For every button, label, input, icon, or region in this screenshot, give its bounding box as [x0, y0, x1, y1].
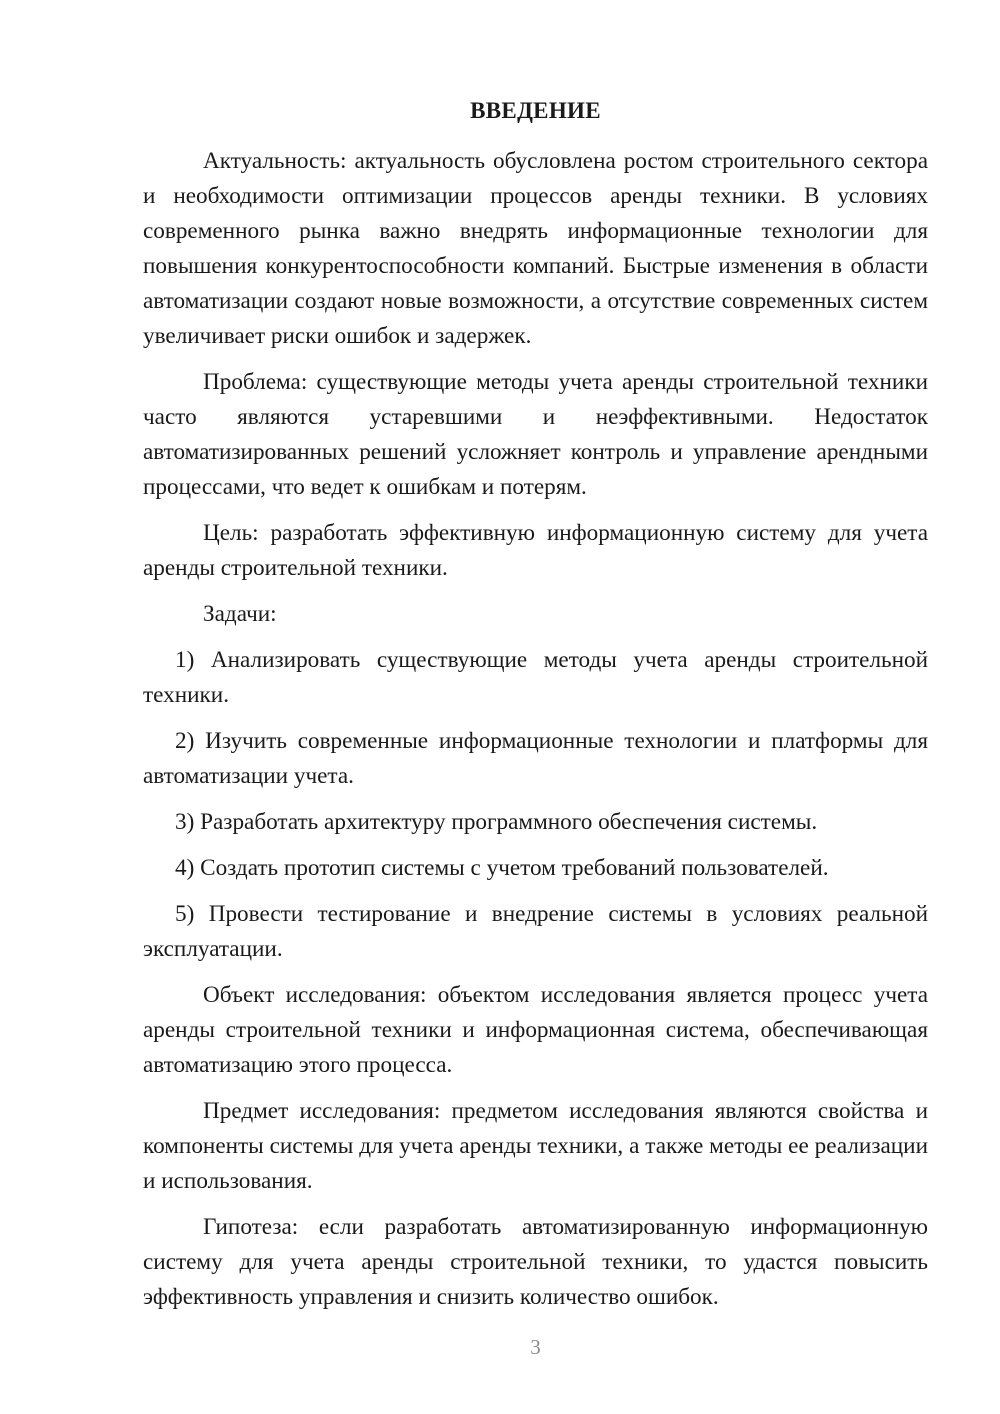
task-item-4: 4) Создать прототип системы с учетом требований пользователей.: [175, 855, 829, 881]
page-title: ВВЕДЕНИЕ: [470, 98, 601, 123]
problem-paragraph: Проблема: существующие методы учета аренды строительной техники часто являются устаревшими и неэффективными. Недостаток автоматизированных решений усложняет контроль и управление арендными процессами, что ведет к ошибкам и потерям.: [143, 369, 928, 500]
task-item-3: 3) Разработать архитектуру программного обеспечения системы.: [175, 809, 818, 835]
document-body: [143, 144, 928, 1326]
tasks-heading: Задачи:: [203, 601, 277, 627]
goal-paragraph: Цель: разработать эффективную информационную систему для учета аренды строительной техники.: [143, 520, 928, 581]
hypothesis-paragraph: Гипотеза: если разработать автоматизированную информационную систему для учета аренды строительной техники, то удастся повысить эффективность управления и снизить количество ошибок.: [143, 1214, 928, 1310]
subject-paragraph: Предмет исследования: предметом исследования являются свойства и компоненты системы для учета аренды техники, а также методы ее реализации и использования.: [143, 1098, 928, 1194]
task-item-1: 1) Анализировать существующие методы учета аренды строительной техники.: [143, 647, 928, 708]
relevance-paragraph: Актуальность: актуальность обусловлена ростом строительного сектора и необходимости оптимизации процессов аренды техники. В условиях современного рынка важно внедрять информационные технологии для повышения конкурентоспособности компаний. Быстрые изменения в области автоматизации создают новые возможности, а отсутствие современных систем увеличивает риски ошибок и задержек.: [143, 148, 928, 349]
page-number: 3: [530, 1335, 541, 1359]
document-page: [143, 0, 928, 1414]
task-item-5: 5) Провести тестирование и внедрение системы в условиях реальной эксплуатации.: [143, 901, 928, 962]
task-item-2: 2) Изучить современные информационные технологии и платформы для автоматизации учета.: [143, 728, 928, 789]
object-paragraph: Объект исследования: объектом исследования является процесс учета аренды строительной техники и информационная система, обеспечивающая автоматизацию этого процесса.: [143, 982, 928, 1078]
